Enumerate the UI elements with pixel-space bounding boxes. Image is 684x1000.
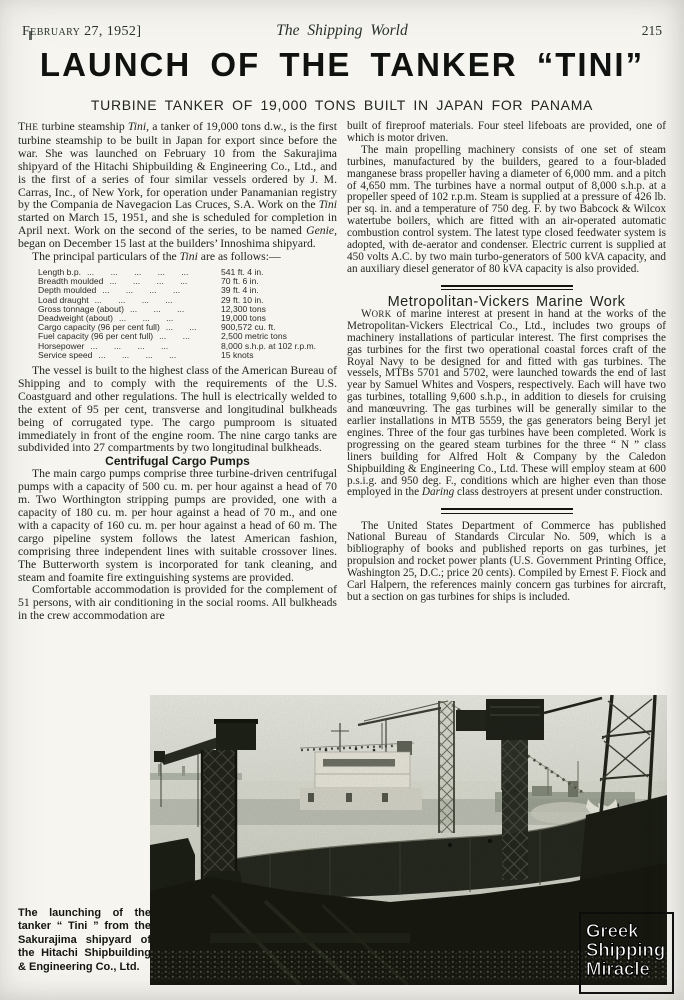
watermark-line: Greek <box>586 920 639 941</box>
watermark-line: Shipping <box>586 939 666 960</box>
section-divider-rule <box>441 285 573 290</box>
page-subtitle: TURBINE TANKER OF 19,000 TONS BUILT IN JAPAN FOR PANAMA <box>90 97 594 113</box>
left-column <box>18 121 337 623</box>
paragraph: The vessel is built to the highest class of the American Bureau of Shipping and to comply with the requirements of the U.S. Coastguard and other regulations. The hull is electrically welded to the extent of 95 per cent, transverse and longitudinal bulkheads being of corrugated type. The cargo pumproom is situated immediately in front of the engine room. The nine cargo tanks are subdivided into 27 compartments by two longitudinal bulkheads. <box>18 364 337 455</box>
particulars-row: Depth moulded ... ... ... ... 39 ft. 4 in. <box>38 285 259 296</box>
paragraph: built of fireproof materials. Four steel lifeboats are provided, one of which is motor driven. <box>347 120 666 144</box>
paragraph: The main propelling machinery consists of one set of steam turbines, manufactured by the builders, geared to a four-bladed manganese brass propeller having a diameter of 6,000 mm. and a pitch of 4,650 mm. The turbines have a normal output of 8,000 s.h.p. at a propeller speed of 102 r.p.m. Steam is supplied at a pressure of 426 lb. per sq. in. and a temperature of 750 deg. F. by two Babcock & Wilcox watertube boilers, which are fitted with an air-operated automatic combustion control system. The latest type closed feedwater system is adopted, with de-aerator and condenser. Electric current is supplied at 450 volts A.C. by two main turbo-generators of 500 kVA capacity, and an auxiliary diesel generator of 80 kVA capacity is also provided. <box>347 143 666 275</box>
particulars-row: Load draught ... ... ... ... 29 ft. 10 in. <box>38 294 264 305</box>
photo-caption: The launching of the tanker “ Tini ” from the Sakurajima shipyard of the Hitachi Shipbuilding & Engineering Co., Ltd. <box>18 907 151 973</box>
particulars-row: Gross tonnage (about) ... ... ... 12,300 tons <box>38 303 266 314</box>
journal-title: The Shipping World <box>276 22 408 39</box>
watermark-box <box>579 912 674 994</box>
paragraph: THE turbine steamship Tini, a tanker of 19,000 tons d.w., is the first turbine steamship to be built in Japan for export since before the war. She was launched on February 10 from the Sakurajima shipyard of the Hitachi Shipbuilding & Engineering Co., Ltd., and is the first of a series of four similar vessels ordered by J. M. Carras, Inc., of New York, for operation under Panamanian registry by the Compania de Navegacion Las Cruces, S.A. Work on the Tini started on March 15, 1951, and she is scheduled for completion in April next. Work on the second of the series, to be named Genie, began on December 15 last at the builders’ Innoshima shipyard. <box>18 120 337 251</box>
article-body <box>18 121 666 623</box>
particulars-row: Breadth moulded ... ... ... ... 70 ft. 6 in. <box>38 276 259 287</box>
paragraph: WORK of marine interest at present in hand at the works of the Metropolitan-Vickers Electrical Co., Ltd., includes two groups of machinery installations of particular interest. The first comprises the gas turbines for the first two operational coastal forces craft of the Royal Navy to be designed for and fitted with gas turbines. The vessels, MTBs 5701 and 5702, were launched towards the end of last year by Samuel Whites and Vospers, respectively. Each will have two gas turbines, totalling 9,600 s.h.p., in addition to diesels for cruising and manœuvring. The gas turbines will be generally similar to the earlier installations in MTB 5559, the gas generators being Beryl jet engines. Three of the four gas turbines have been completed. Work is progressing on the geared steam turbines for the three “ N ” class liners building for Alfred Holt & Company by the Caledon Shipbuilding & Engineering Co., Ltd. These will employ steam at 600 p.s.i.g. and 950 deg. F., conditions which are higher even than those employed in the Daring class destroyers at present under construction. <box>347 307 666 499</box>
section-heading-cargo-pumps: Centrifugal Cargo Pumps <box>105 454 250 469</box>
paragraph: The United States Department of Commerce has published National Bureau of Standards Circular No. 509, which is a bibliography of books and published reports on gas turbines, jet propulsion and rocket power plants (U.S. Government Printing Office, Washington 25, D.C.; price 20 cents). Compiled by Ernest F. Fiock and Carl Halpern, the references mainly concern gas turbines for aircraft, but a section on gas turbines for ships is included. <box>347 519 666 603</box>
particulars-row: Horsepower ... ... ... ... 8,000 s.h.p. at 102 r.p.m. <box>38 340 317 351</box>
section-heading-metropolitan-vickers: Metropolitan-Vickers Marine Work <box>387 293 626 310</box>
particulars-row: Service speed ... ... ... ... 15 knots <box>38 349 254 360</box>
particulars-row: Cargo capacity (96 per cent full) ... ... 900,572 cu. ft. <box>38 322 276 333</box>
paragraph: The main cargo pumps comprise three turbine-driven centrifugal pumps with a capacity of 500 cu. m. per hour against a head of 70 m. Two Worthington stripping pumps are provided, one with a capacity of 180 cu. m. per hour against a head of 70 m., and one with a capacity of 160 cu. m. per hour against a head of 60 m. The cargo pipeline system follows the latest American fashion, comprising three independent lines with suitable crossover lines. The Butterworth system is incorporated for tank cleaning, and steam and foamite fire extinguishing systems are provided. <box>18 467 337 584</box>
masthead <box>22 22 662 40</box>
particulars-row: Deadweight (about) ... ... ... 19,000 tons <box>38 312 266 323</box>
issue-date: February 27, 1952] <box>22 24 142 39</box>
particulars-table <box>38 268 333 360</box>
particulars-row: Length b.p. ... ... ... ... ... 541 ft. 4 in. <box>38 266 264 277</box>
watermark-line: Miracle <box>586 958 650 979</box>
page-title: LAUNCH OF THE TANKER “TINI” <box>39 46 645 83</box>
right-column <box>347 121 666 623</box>
page-number: 215 <box>641 23 662 38</box>
particulars-row: Fuel capacity (96 per cent full) ... ... 2,500 metric tons <box>38 331 287 342</box>
paragraph: Comfortable accommodation is provided for the complement of 51 persons, with air conditioning in the social rooms. All bulkheads in the crew accommodation are <box>18 583 337 623</box>
paragraph: The principal particulars of the Tini are as follows:— <box>32 250 281 264</box>
section-divider-rule <box>441 508 573 513</box>
